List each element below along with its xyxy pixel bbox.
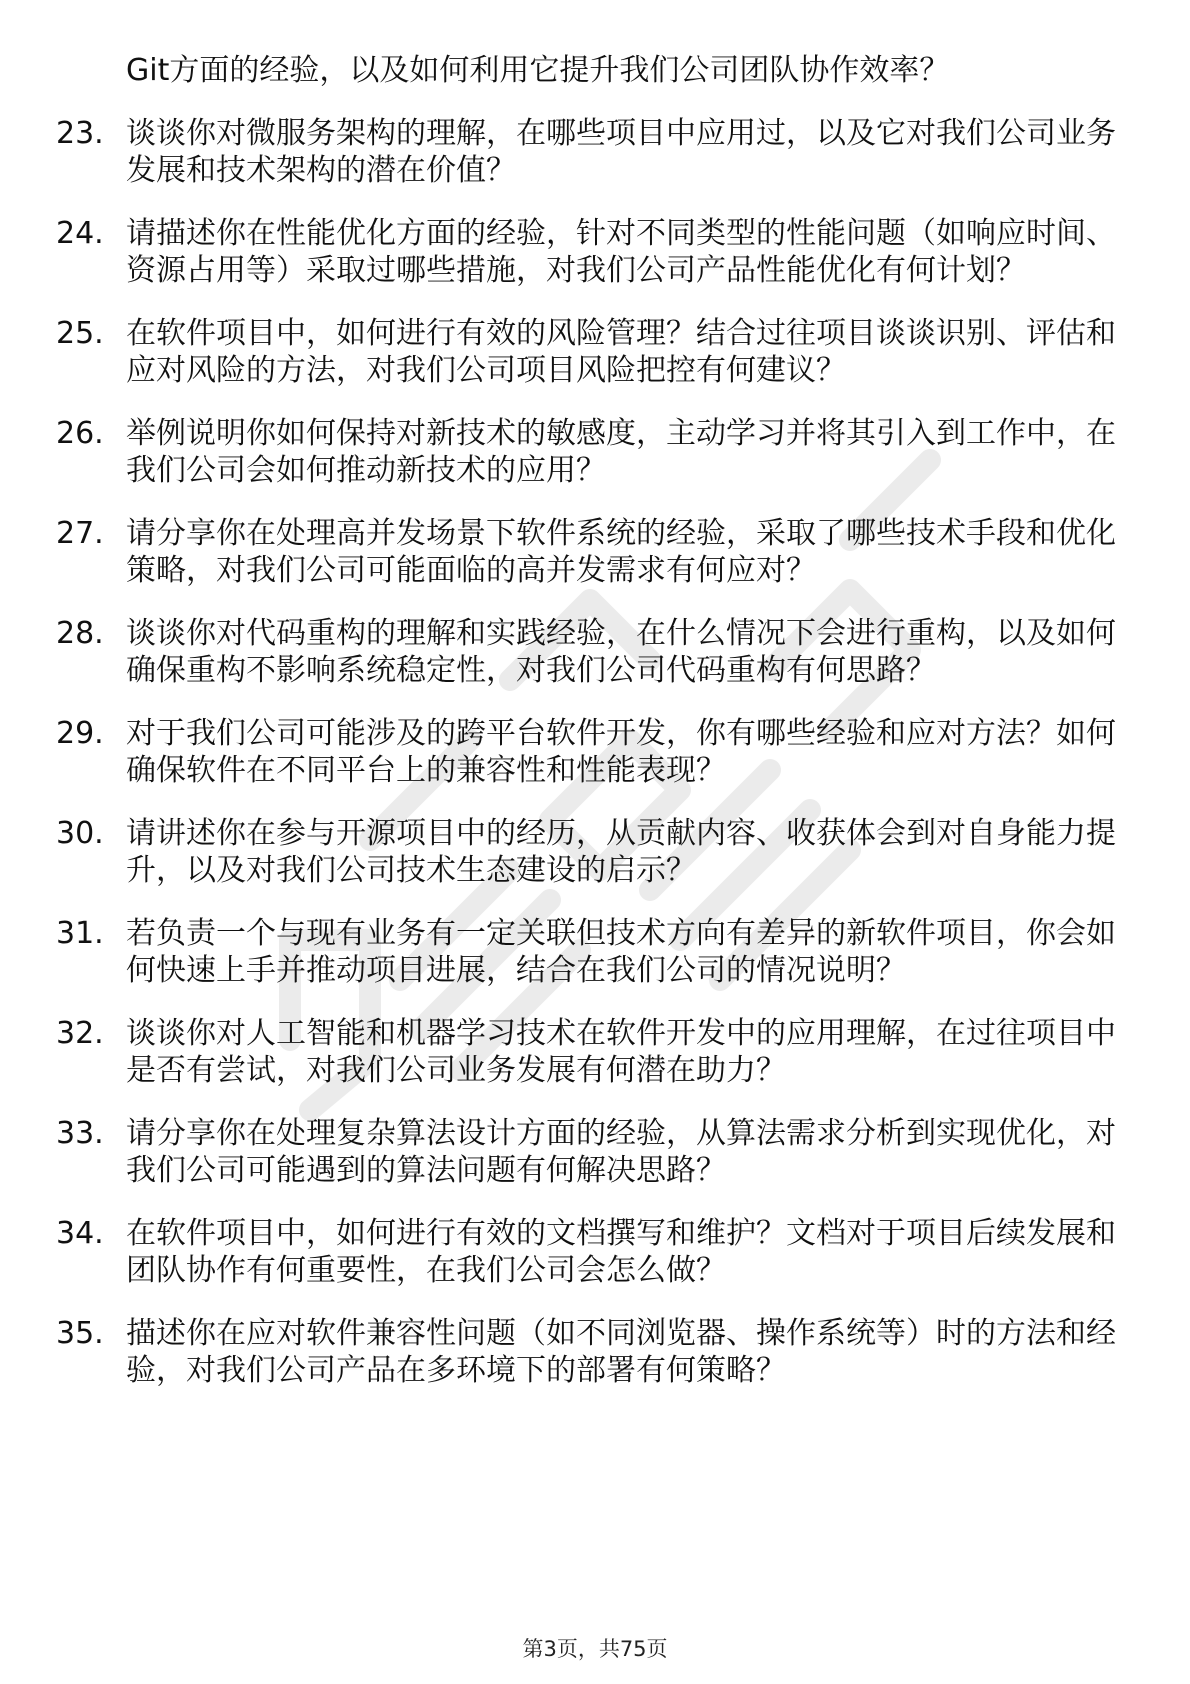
question-item <box>56 515 1126 589</box>
question-number: 31. <box>56 916 104 951</box>
question-number: 24. <box>56 216 104 251</box>
question-number: 27. <box>56 516 104 551</box>
question-item <box>56 215 1126 289</box>
question-number: 23. <box>56 116 104 151</box>
question-number: 33. <box>56 1116 104 1151</box>
question-text: 举例说明你如何保持对新技术的敏感度，主动学习并将其引入到工作中，在我们公司会如何推动新技术的应用？ <box>126 416 1116 488</box>
question-number: 34. <box>56 1216 104 1251</box>
question-text: 在软件项目中，如何进行有效的风险管理？结合过往项目谈谈识别、评估和应对风险的方法，对我们公司项目风险把控有何建议？ <box>126 316 1116 388</box>
question-text: 在软件项目中，如何进行有效的文档撰写和维护？文档对于项目后续发展和团队协作有何重要性，在我们公司会怎么做？ <box>126 1216 1116 1288</box>
question-text: 请分享你在处理高并发场景下软件系统的经验，采取了哪些技术手段和优化策略，对我们公司可能面临的高并发需求有何应对？ <box>126 516 1116 588</box>
question-number: 26. <box>56 416 104 451</box>
question-text: 对于我们公司可能涉及的跨平台软件开发，你有哪些经验和应对方法？如何确保软件在不同平台上的兼容性和性能表现？ <box>126 716 1116 788</box>
question-item <box>56 415 1126 489</box>
question-text: 请描述你在性能优化方面的经验，针对不同类型的性能问题（如响应时间、资源占用等）采取过哪些措施，对我们公司产品性能优化有何计划？ <box>126 216 1116 288</box>
question-number: 30. <box>56 816 104 851</box>
question-item <box>56 1315 1126 1389</box>
question-text: 谈谈你对代码重构的理解和实践经验，在什么情况下会进行重构，以及如何确保重构不影响系统稳定性，对我们公司代码重构有何思路？ <box>126 616 1116 688</box>
question-text: 若负责一个与现有业务有一定关联但技术方向有差异的新软件项目，你会如何快速上手并推动项目进展，结合在我们公司的情况说明？ <box>126 916 1116 988</box>
question-number: 32. <box>56 1016 104 1051</box>
question-number: 29. <box>56 716 104 751</box>
question-item <box>56 615 1126 689</box>
question-text: 谈谈你对人工智能和机器学习技术在软件开发中的应用理解，在过往项目中是否有尝试，对我们公司业务发展有何潜在助力？ <box>126 1016 1116 1088</box>
question-item <box>56 115 1126 189</box>
question-text: 请讲述你在参与开源项目中的经历，从贡献内容、收获体会到对自身能力提升，以及对我们公司技术生态建设的启示？ <box>126 816 1116 888</box>
question-item <box>56 1015 1126 1089</box>
question-number: 25. <box>56 316 104 351</box>
question-list <box>56 115 1126 1389</box>
question-content <box>56 52 1126 1415</box>
question-item <box>56 1215 1126 1289</box>
question-text: 谈谈你对微服务架构的理解，在哪些项目中应用过，以及它对我们公司业务发展和技术架构的潜在价值？ <box>126 116 1116 188</box>
page-number-label: 第3页，共75页 <box>522 1637 668 1661</box>
page-footer <box>0 1633 1190 1663</box>
question-text: 请分享你在处理复杂算法设计方面的经验，从算法需求分析到实现优化，对我们公司可能遇到的算法问题有何解决思路？ <box>126 1116 1116 1188</box>
question-number: 35. <box>56 1316 104 1351</box>
question-item <box>56 1115 1126 1189</box>
question-text: 描述你在应对软件兼容性问题（如不同浏览器、操作系统等）时的方法和经验，对我们公司产品在多环境下的部署有何策略？ <box>126 1316 1116 1388</box>
question-item <box>56 715 1126 789</box>
question-number: 28. <box>56 616 104 651</box>
question-item <box>56 315 1126 389</box>
question-item <box>56 815 1126 889</box>
question-item <box>56 915 1126 989</box>
continued-question-text: Git方面的经验，以及如何利用它提升我们公司团队协作效率？ <box>126 53 950 88</box>
